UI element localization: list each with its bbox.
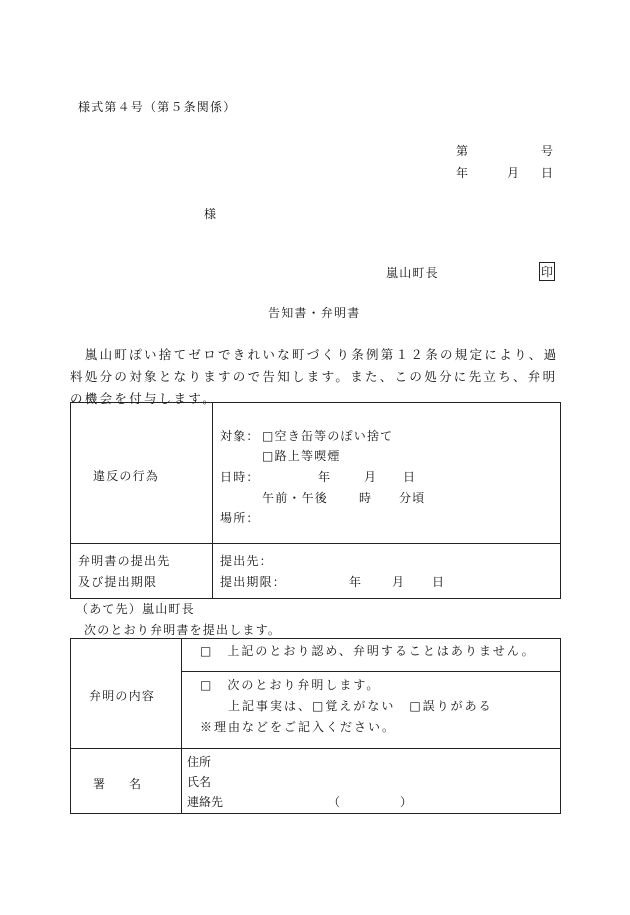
defense-table	[70, 638, 561, 814]
issuer: 嵐山町長	[386, 266, 439, 280]
form-label: 様式第４号（第５条関係）	[78, 100, 237, 114]
to-line: （あて先）嵐山町長	[76, 602, 195, 616]
datetime-year: 年	[318, 470, 331, 484]
signature-label: 署 名	[93, 777, 142, 791]
defense-label-cell	[71, 639, 182, 749]
defense-option-explain[interactable]: □ 次のとおり弁明します。	[200, 678, 381, 692]
intro-paragraph: 嵐山町ぽい捨てゼロできれいな町づくり条例第１２条の規定により、過料処分の対象となりますので告知します。また、この処分に先立ち、弁明の機会を付与します。	[70, 347, 559, 406]
target-label: 対象：	[220, 429, 260, 443]
addressee-suffix: 様	[204, 207, 217, 221]
date-month: 月	[507, 166, 520, 180]
submit-line: 次のとおり弁明書を提出します。	[84, 623, 282, 637]
submission-label-cell	[71, 544, 213, 599]
signature-name: 氏名	[187, 775, 212, 789]
violation-label-cell	[71, 403, 213, 544]
signature-contact: 連絡先	[187, 795, 224, 809]
datetime-minute: 分頃	[399, 491, 426, 505]
defense-option-a-cell	[182, 639, 561, 672]
place-label: 場所：	[220, 511, 260, 525]
defense-option-b-cell	[182, 672, 561, 749]
date-day: 日	[541, 166, 554, 180]
defense-option-accept[interactable]: □ 上記のとおり認め、弁明することはありません。	[200, 644, 536, 658]
signature-label-cell	[71, 749, 182, 814]
date-year: 年	[456, 166, 469, 180]
datetime-hour: 時	[359, 491, 372, 505]
datetime-ampm: 午前・午後	[262, 491, 329, 505]
contact-paren-open: （	[328, 795, 341, 809]
defense-label: 弁明の内容	[89, 689, 156, 703]
submission-label-line1: 弁明書の提出先	[78, 554, 171, 568]
defense-facts[interactable]: 上記事実は、□覚えがない □誤りがある	[228, 699, 493, 713]
datetime-label: 日時：	[220, 470, 260, 484]
submission-label-line2: 及び提出期限	[78, 575, 158, 589]
contact-paren-close: ）	[400, 795, 413, 809]
datetime-month: 月	[364, 470, 377, 484]
number-prefix: 第	[456, 144, 469, 158]
datetime-day: 日	[403, 470, 416, 484]
signature-content-cell	[182, 749, 561, 814]
violation-table	[70, 402, 561, 599]
option-litter[interactable]: □空き缶等のぽい捨て	[262, 429, 394, 443]
submission-dest-label: 提出先：	[220, 554, 273, 568]
number-suffix: 号	[541, 144, 554, 158]
page-title: 告知書・弁明書	[268, 306, 361, 320]
violation-content-cell	[213, 403, 561, 544]
submission-deadline-label: 提出期限：	[220, 575, 287, 589]
option-street-smoking[interactable]: □路上等喫煙	[262, 449, 341, 463]
violation-label: 違反の行為	[93, 469, 160, 483]
seal-mark: 印	[539, 262, 555, 281]
deadline-year: 年	[349, 575, 362, 589]
signature-address: 住所	[187, 755, 212, 769]
deadline-day: 日	[432, 575, 445, 589]
deadline-month: 月	[392, 575, 405, 589]
defense-note: ※理由などをご記入ください。	[200, 720, 397, 734]
submission-content-cell	[213, 544, 561, 599]
